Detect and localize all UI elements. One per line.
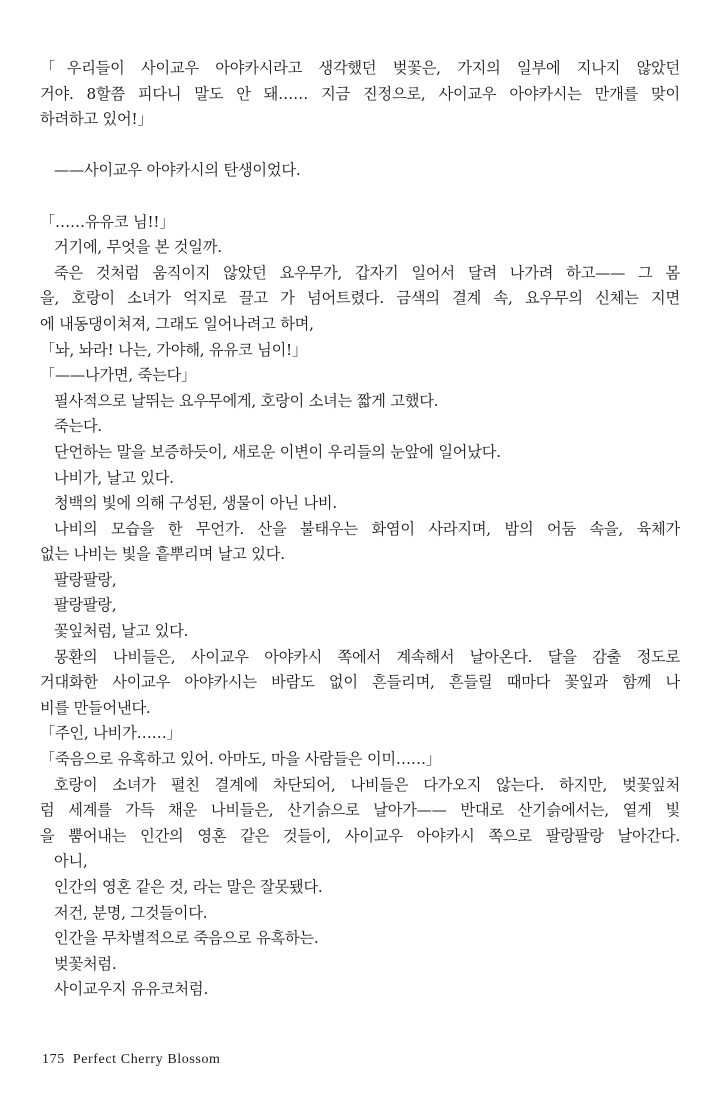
text-line: 단언하는 말을 보증하듯이, 새로운 이변이 우리들의 눈앞에 일어났다. [54,442,501,461]
page-number: 175 [42,1052,65,1067]
text-line: 호랑이 소녀가 펼친 결계에 차단되어, 나비들은 다가오지 않는다. 하지만, 벚꽃잎처 [54,775,680,794]
paragraph-gap [40,184,680,210]
paragraph-gap [40,133,680,159]
page-body [40,56,680,1003]
text-line: 필사적으로 날뛰는 요우무에게, 호랑이 소녀는 짧게 고했다. [54,391,439,410]
page-footer [42,1052,221,1068]
text-line: 을, 호랑이 소녀가 억지로 끌고 가 넘어트렸다. 금색의 결계 속, 요우무의 신체는 지면 [40,289,680,308]
text-line: 벚꽃처럼. [54,954,117,973]
book-title: Perfect Cherry Blossom [72,1052,221,1067]
text-line: 「——나가면, 죽는다」 [40,366,197,385]
text-line: 꽃잎처럼, 날고 있다. [54,622,189,641]
text-line: 럼 세계를 가득 채운 나비들은, 산기슭으로 날아가—— 반대로 산기슭에서는, 옅게 빛 [40,801,680,820]
text-line: 아니, [54,852,88,871]
text-line: 「놔, 놔라! 나는, 가야해, 유유코 님이!」 [40,340,307,359]
text-line: 죽는다. [54,417,103,436]
text-line: ——사이교우 아야카시의 탄생이었다. [54,161,301,180]
text-line: 에 내동댕이쳐져, 그래도 일어나려고 하며, [40,314,314,333]
text-line: 「……유유코 님!!」 [40,212,175,231]
text-line: 팔랑팔랑, [54,596,117,615]
text-line: 비를 만들어낸다. [40,698,151,717]
text-line: 청백의 빛에 의해 구성된, 생물이 아닌 나비. [54,494,338,513]
text-line: 「우리들이 사이교우 아야카시라고 생각했던 벚꽃은, 가지의 일부에 지나지 않았던 [40,59,680,77]
text-line: 인간의 영혼 같은 것, 라는 말은 잘못됐다. [54,878,323,896]
text-line: 없는 나비는 빛을 흩뿌리며 날고 있다. [40,545,285,564]
text-line: 거야. 8할쯤 피다니 말도 안 돼…… 지금 진정으로, 사이교우 아야카시는 만개를 맞이 [40,84,680,103]
text-line: 팔랑팔랑, [54,570,117,589]
text-line: 사이교우지 유유코처럼. [54,980,208,999]
text-line: 「주인, 나비가……」 [40,724,182,743]
text-line: 나비의 모습을 한 무언가. 산을 불태우는 화염이 사라지며, 밤의 어둠 속을, 육체가 [54,519,680,538]
text-line: 몽환의 나비들은, 사이교우 아야카시 쪽에서 계속해서 날아온다. 달을 감출 정도로 [54,647,680,666]
text-line: 저건, 분명, 그것들이다. [54,903,208,922]
text-line: 「죽음으로 유혹하고 있어. 아마도, 마을 사람들은 이미……」 [40,750,441,769]
text-line: 거기에, 무엇을 본 것일까. [54,238,222,257]
text-line: 하려하고 있어!」 [40,110,153,129]
text-line: 을 뿜어내는 인간의 영혼 같은 것들이, 사이교우 아야카시 쪽으로 팔랑팔랑 날아간다. [40,826,680,845]
text-line: 거대화한 사이교우 아야카시는 바람도 없이 흔들리며, 흔들릴 때마다 꽃잎과 함께 나 [40,673,680,692]
text-line: 죽은 것처럼 움직이지 않았던 요우무가, 갑자기 일어서 달려 나가려 하고—— 그 몸 [54,263,680,282]
text-line: 나비가, 날고 있다. [54,468,174,487]
text-line: 인간을 무차별적으로 죽음으로 유혹하는. [54,929,319,948]
